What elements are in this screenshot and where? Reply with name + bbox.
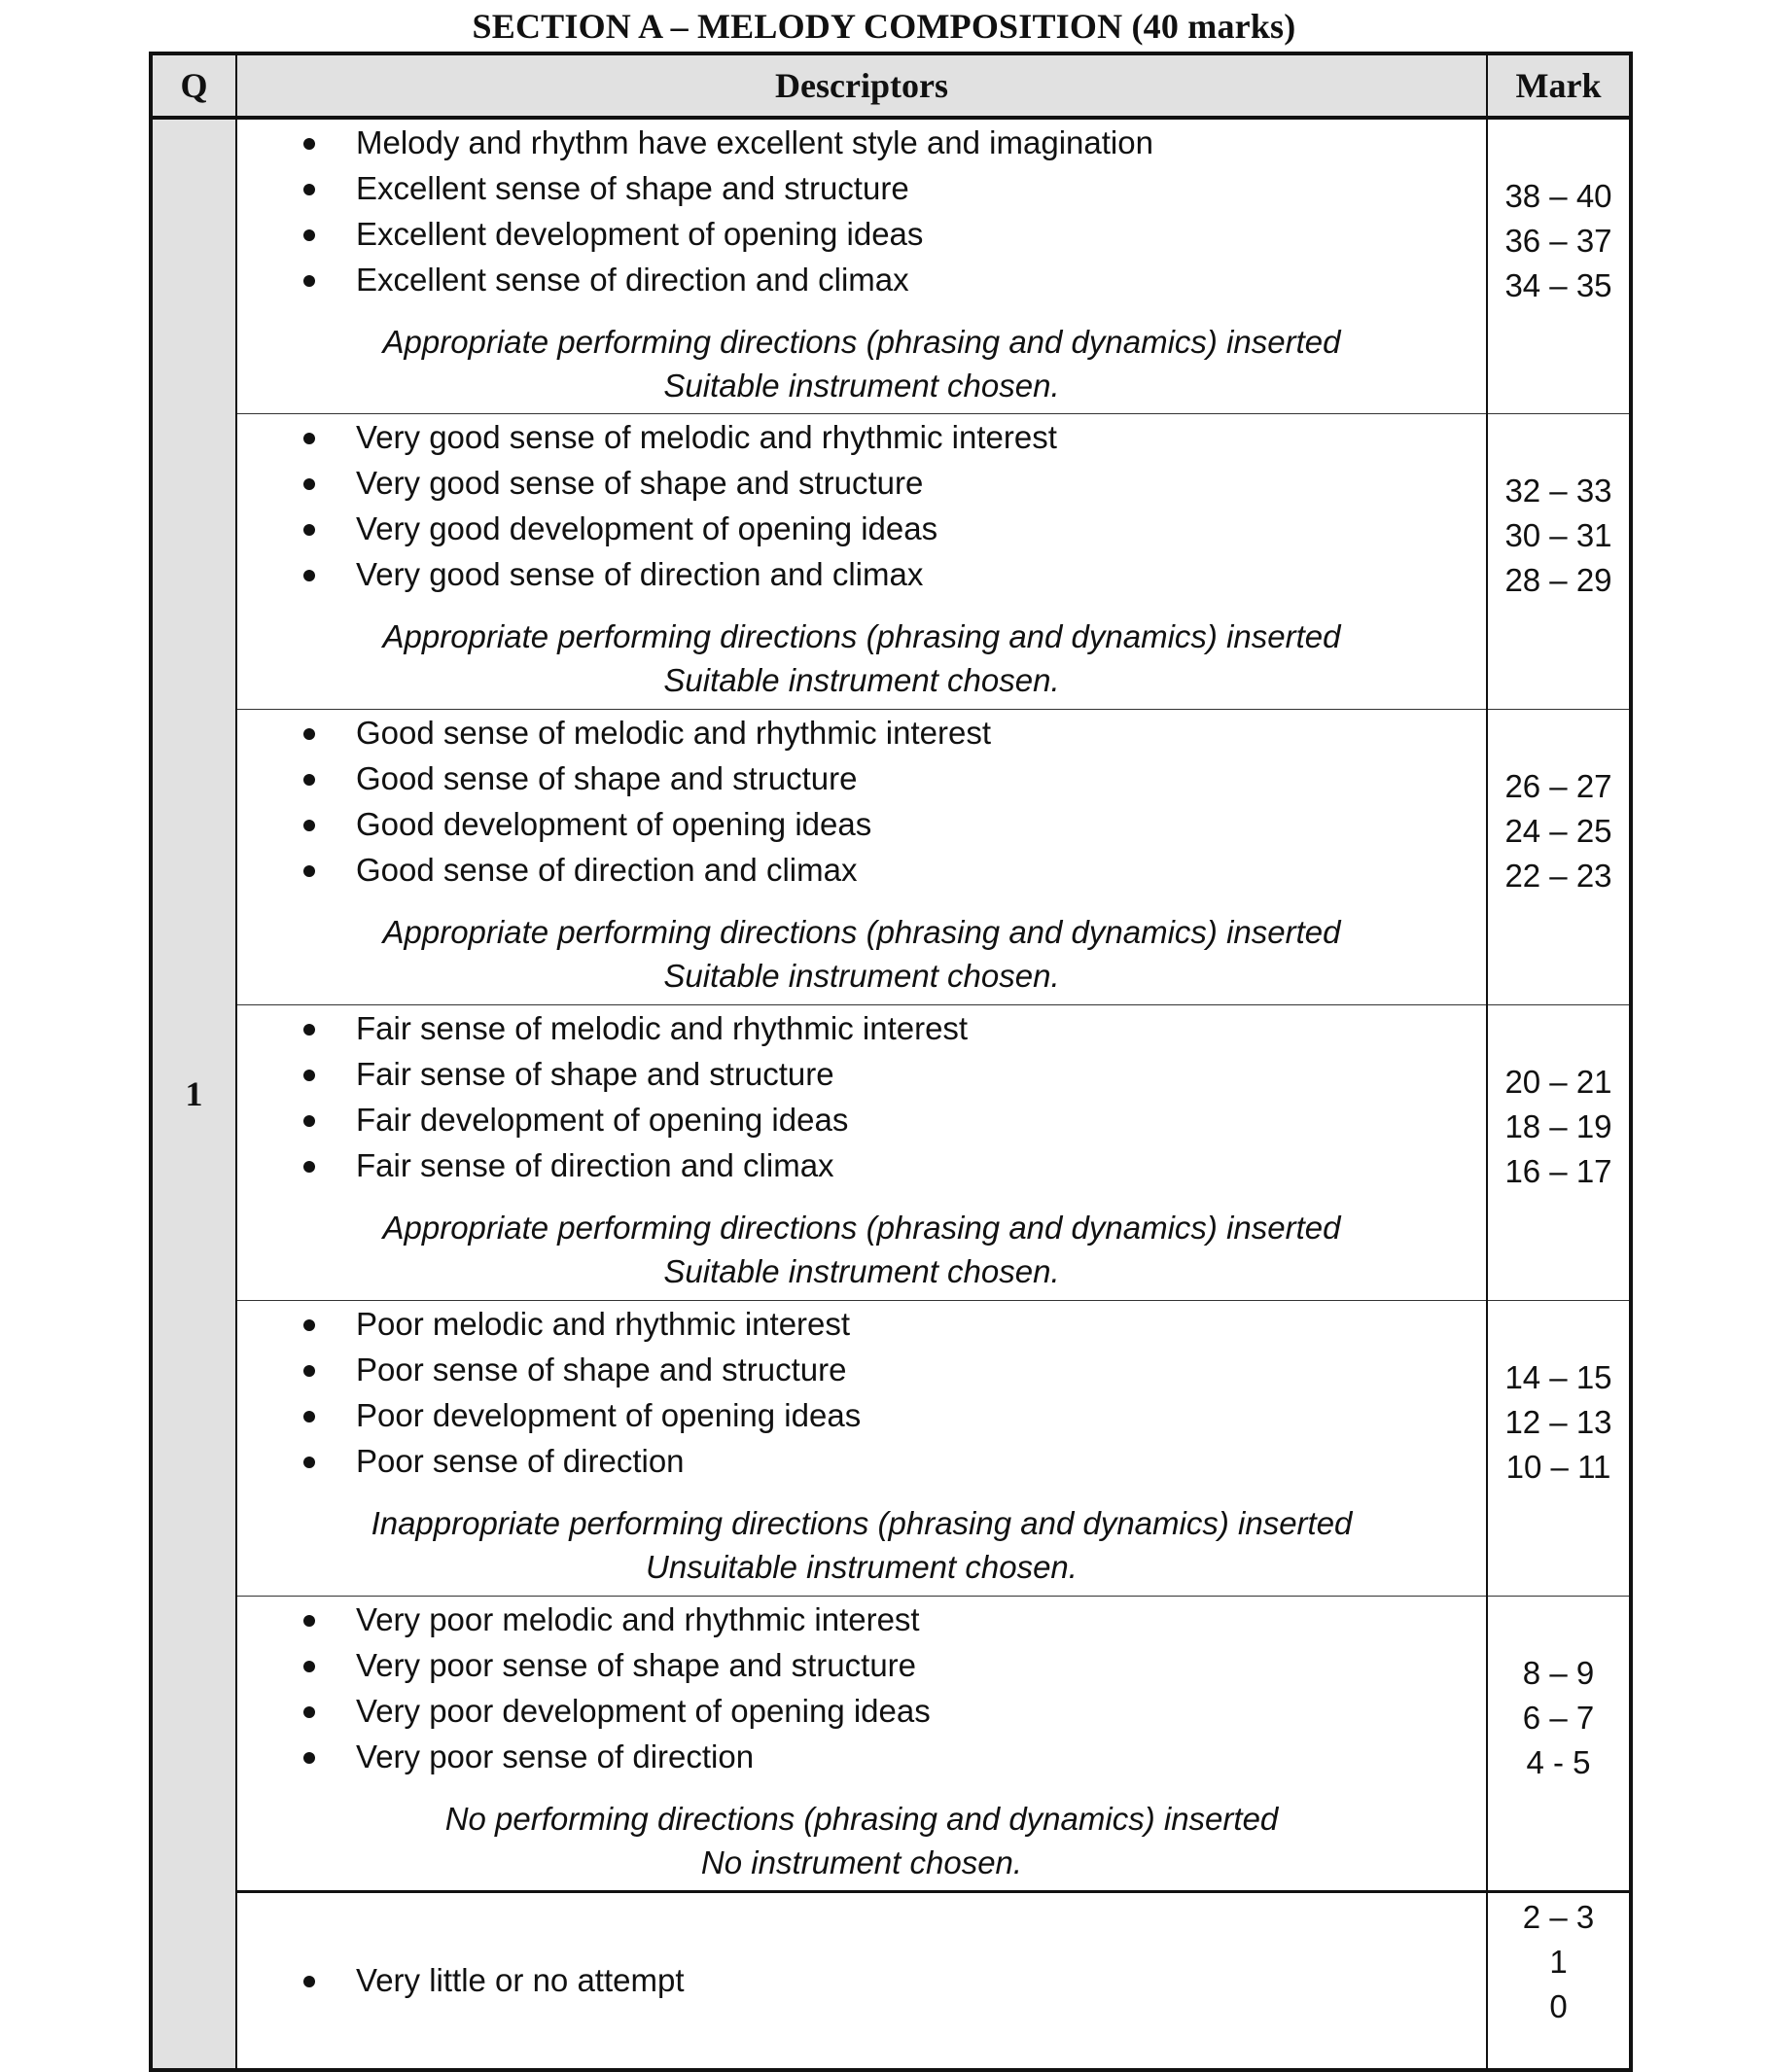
list-item: Very good development of opening ideas xyxy=(303,506,1486,551)
descriptor-list xyxy=(237,710,1486,893)
descriptor-cell xyxy=(236,413,1487,709)
mark-range: 12 – 13 xyxy=(1504,1403,1612,1440)
mark-cell xyxy=(1487,1891,1631,2070)
list-item: Good sense of direction and climax xyxy=(303,847,1486,893)
note-line: No performing directions (phrasing and dynamics) inserted xyxy=(444,1800,1279,1837)
note-line: No instrument chosen. xyxy=(700,1844,1023,1880)
note-line: Suitable instrument chosen. xyxy=(663,661,1060,698)
mark-cell xyxy=(1487,118,1631,413)
list-item: Melody and rhythm have excellent style and imagination xyxy=(303,120,1486,165)
mark-range: 4 - 5 xyxy=(1526,1743,1591,1780)
note-line: Suitable instrument chosen. xyxy=(663,368,1060,404)
performance-notes xyxy=(237,1797,1486,1884)
mark-cell xyxy=(1487,1004,1631,1300)
descriptor-cell xyxy=(236,1891,1487,2070)
question-number: 1 xyxy=(151,118,236,2070)
descriptor-cell xyxy=(236,1004,1487,1300)
mark-range: 26 – 27 xyxy=(1504,767,1612,804)
band-row-poor xyxy=(151,1300,1631,1596)
mark-range: 20 – 21 xyxy=(1504,1063,1612,1100)
mark-range: 8 – 9 xyxy=(1522,1654,1595,1691)
header-mark: Mark xyxy=(1487,53,1631,118)
descriptor-cell xyxy=(236,1596,1487,1891)
performance-notes xyxy=(237,615,1486,702)
mark-range: 18 – 19 xyxy=(1504,1107,1612,1144)
performance-notes xyxy=(237,910,1486,998)
mark-range: 22 – 23 xyxy=(1504,857,1612,894)
list-item: Fair sense of shape and structure xyxy=(303,1051,1486,1097)
mark-cell xyxy=(1487,1596,1631,1891)
mark-range: 6 – 7 xyxy=(1522,1699,1595,1736)
descriptor-list xyxy=(237,120,1486,302)
list-item: Poor sense of direction xyxy=(303,1438,1486,1484)
mark-range: 1 xyxy=(1549,1943,1568,1980)
header-q: Q xyxy=(151,53,236,118)
performance-notes xyxy=(237,320,1486,407)
list-item: Very good sense of shape and structure xyxy=(303,460,1486,506)
list-item: Very little or no attempt xyxy=(303,1957,1486,2003)
list-item: Fair sense of direction and climax xyxy=(303,1142,1486,1188)
descriptor-cell xyxy=(236,118,1487,413)
descriptor-list xyxy=(237,1597,1486,1779)
list-item: Fair development of opening ideas xyxy=(303,1097,1486,1142)
mark-range: 36 – 37 xyxy=(1504,223,1612,259)
descriptor-list xyxy=(237,1301,1486,1484)
mark-range: 24 – 25 xyxy=(1504,812,1612,849)
mark-range: 32 – 33 xyxy=(1504,472,1612,509)
list-item: Excellent sense of shape and structure xyxy=(303,165,1486,211)
list-item: Good development of opening ideas xyxy=(303,801,1486,847)
list-item: Very good sense of direction and climax xyxy=(303,551,1486,597)
note-line: Appropriate performing directions (phrasing and dynamics) inserted xyxy=(382,1209,1341,1246)
list-item: Very poor melodic and rhythmic interest xyxy=(303,1597,1486,1642)
mark-cell xyxy=(1487,709,1631,1004)
list-item: Very good sense of melodic and rhythmic interest xyxy=(303,414,1486,460)
header-descriptors: Descriptors xyxy=(236,53,1487,118)
list-item: Poor sense of shape and structure xyxy=(303,1347,1486,1392)
mark-range: 16 – 17 xyxy=(1504,1152,1612,1189)
band-row-very-poor xyxy=(151,1596,1631,1891)
band-row-no-attempt xyxy=(151,1891,1631,2070)
list-item: Excellent development of opening ideas xyxy=(303,211,1486,257)
note-line: Appropriate performing directions (phrasing and dynamics) inserted xyxy=(382,913,1341,950)
band-row-excellent xyxy=(151,118,1631,413)
descriptor-list xyxy=(237,1957,1486,2003)
list-item: Very poor sense of direction xyxy=(303,1734,1486,1779)
list-item: Poor melodic and rhythmic interest xyxy=(303,1301,1486,1347)
list-item: Good sense of melodic and rhythmic interest xyxy=(303,710,1486,755)
mark-cell xyxy=(1487,413,1631,709)
note-line: Suitable instrument chosen. xyxy=(663,1252,1060,1289)
section-title: SECTION A – MELODY COMPOSITION (40 marks) xyxy=(472,7,1296,46)
descriptor-list xyxy=(237,414,1486,597)
header-row xyxy=(151,53,1631,118)
performance-notes xyxy=(237,1501,1486,1589)
list-item: Fair sense of melodic and rhythmic interest xyxy=(303,1005,1486,1051)
descriptor-cell xyxy=(236,1300,1487,1596)
mark-range: 30 – 31 xyxy=(1504,516,1612,553)
note-line: Inappropriate performing directions (phrasing and dynamics) inserted xyxy=(371,1504,1353,1541)
mark-range: 28 – 29 xyxy=(1504,561,1612,598)
mark-range: 38 – 40 xyxy=(1504,178,1612,214)
note-line: Suitable instrument chosen. xyxy=(663,957,1060,994)
mark-range: 14 – 15 xyxy=(1504,1358,1612,1395)
band-row-fair xyxy=(151,1004,1631,1300)
performance-notes xyxy=(237,1206,1486,1293)
band-row-very-good xyxy=(151,413,1631,709)
mark-range: 0 xyxy=(1549,1987,1568,2024)
list-item: Good sense of shape and structure xyxy=(303,755,1486,801)
marking-scheme-table xyxy=(149,52,1633,2072)
list-item: Very poor development of opening ideas xyxy=(303,1688,1486,1734)
mark-cell xyxy=(1487,1300,1631,1596)
band-row-good xyxy=(151,709,1631,1004)
mark-range: 34 – 35 xyxy=(1504,267,1612,303)
list-item: Very poor sense of shape and structure xyxy=(303,1642,1486,1688)
note-line: Unsuitable instrument chosen. xyxy=(646,1548,1078,1585)
descriptor-list xyxy=(237,1005,1486,1188)
list-item: Poor development of opening ideas xyxy=(303,1392,1486,1438)
note-line: Appropriate performing directions (phrasing and dynamics) inserted xyxy=(382,617,1341,654)
mark-range: 10 – 11 xyxy=(1505,1448,1611,1485)
descriptor-cell xyxy=(236,709,1487,1004)
list-item: Excellent sense of direction and climax xyxy=(303,257,1486,302)
mark-range: 2 – 3 xyxy=(1522,1898,1595,1935)
note-line: Appropriate performing directions (phrasing and dynamics) inserted xyxy=(382,324,1341,360)
